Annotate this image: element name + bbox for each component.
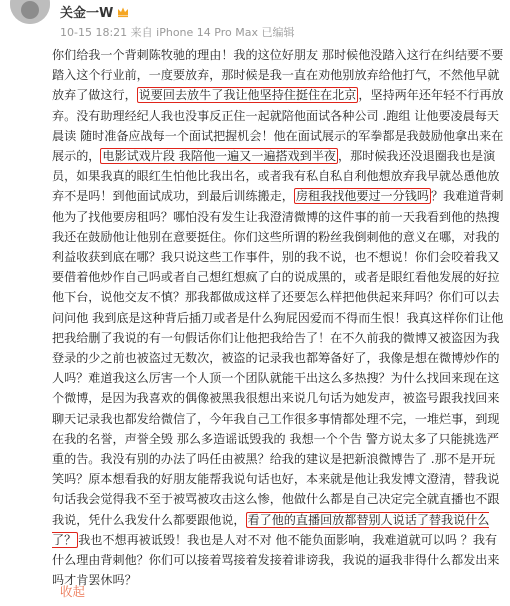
post-text: 我也不想再被诋毁！我也是人对不对 他不能负面影响，我难道就可以吗 ？我有什么理由背刺他？你们可以接着骂接着发接着诽谤我，我说的逼我非得什么都发出来吗才肯罢休吗？ [52, 532, 500, 588]
avatar[interactable] [10, 0, 50, 24]
post-body [52, 45, 504, 590]
user-avatar-icon [10, 0, 50, 24]
post-text: ，那时候我还没退圈我也是演员，如果我真的眼红生怕他比我出名，或者我有私自私自利他想放弃我早就怂恿他放弃不是吗！到他面试成功，到最后训练搬走， [52, 149, 500, 204]
highlighted-text: 房租我找他要过一分钱吗 [295, 189, 429, 204]
highlighted-text: 说要回去放牛了我让他坚持住挺住在北京 [138, 88, 357, 103]
username-row[interactable] [60, 2, 129, 21]
post-text: ，坚持两年还年轻不行再放弃。没有助理经纪人我也没事反正住一起就陪他面试各种公司 .跑组 让他要凌晨每天晨读 随时准备应战每一个面试把握机会！他在面试展示的军拳都是我鼓励他拿出来在展示的， [52, 88, 504, 164]
crown-badge-icon [117, 6, 129, 18]
highlighted-text: 看了他的直播回放都替别人说话了替我说什么了？ [52, 512, 490, 547]
collapse-link[interactable]: 收起 [60, 584, 86, 599]
post-header [0, 0, 510, 40]
highlighted-text: 电影试戏片段 我陪他一遍又一遍搭戏到半夜 [102, 149, 337, 164]
post-text: ？我难道背刺他为了找他要房租吗？哪怕没有发生让我澄清微博的这件事的前一天我看到他的热搜我还在鼓励他让他别在意要挺住。你们这些所谓的粉丝我倒刺他的意义在哪，对我的利益收获到底在哪？我只说这些工作事件，别的我不说，也不想说！你们会咬着我又要借着他炒作自己吗或者自己想红想疯了白的说成黑的，或者是眼红看他发展的好拉他下台，说他交友不慎？那我都做成这样了还要怎么样把他供起来拜吗？你们可以去问问他 我到底是这种背后插刀或者是什么狗屁因爱而不得而生恨！我真这样你们让他把我给删了我说的有一句假话你们让他把我给告了！在不久前我的微博又被盗因为我登录的少之前也被盗过无数次，被盗的记录我也都筹备好了，我像是想在微博炒作的人吗？难道我这么厉害一个人顶一个团队就能干出这么多热搜？为什么找回来现在这个微博，是因为我喜欢的偶像被黑我很想出来说几句话为她发声，被盗号跟我找回来聊天记录我也都发给微信了，今年我自己工作很多事情都处理不完，一堆烂事，到现在我的名誉，声誉全毁 那么多造谣诋毁我的 我想一个个告 警方说太多了只能挑选严重的告。我没有别的办法了吗任由被黑？给我的建议是把新浪微博告了 .那不是开玩笑吗？原本想看我的好朋友能帮我说句话也好，本来就是他让我发博文澄清，替我说句话我会觉得我不至于被骂被攻击这么惨，他做什么都是自己决定完全就直播也不跟我说，凭什么我发什么都要跟他说， [52, 189, 504, 527]
post-text: 你们给我一个背刺陈牧驰的理由！我的这位好朋友 那时候他没踏入这行在纠结要不要踏入这个行业前，一度要放弃，那时候是我一直在劝他别放弃给他打气，不然他早就放弃了做这行， [52, 48, 504, 103]
post-meta: 10-15 18:21 来自 iPhone 14 Pro Max 已编辑 [60, 26, 295, 39]
username[interactable]: 关金一W [60, 6, 114, 21]
